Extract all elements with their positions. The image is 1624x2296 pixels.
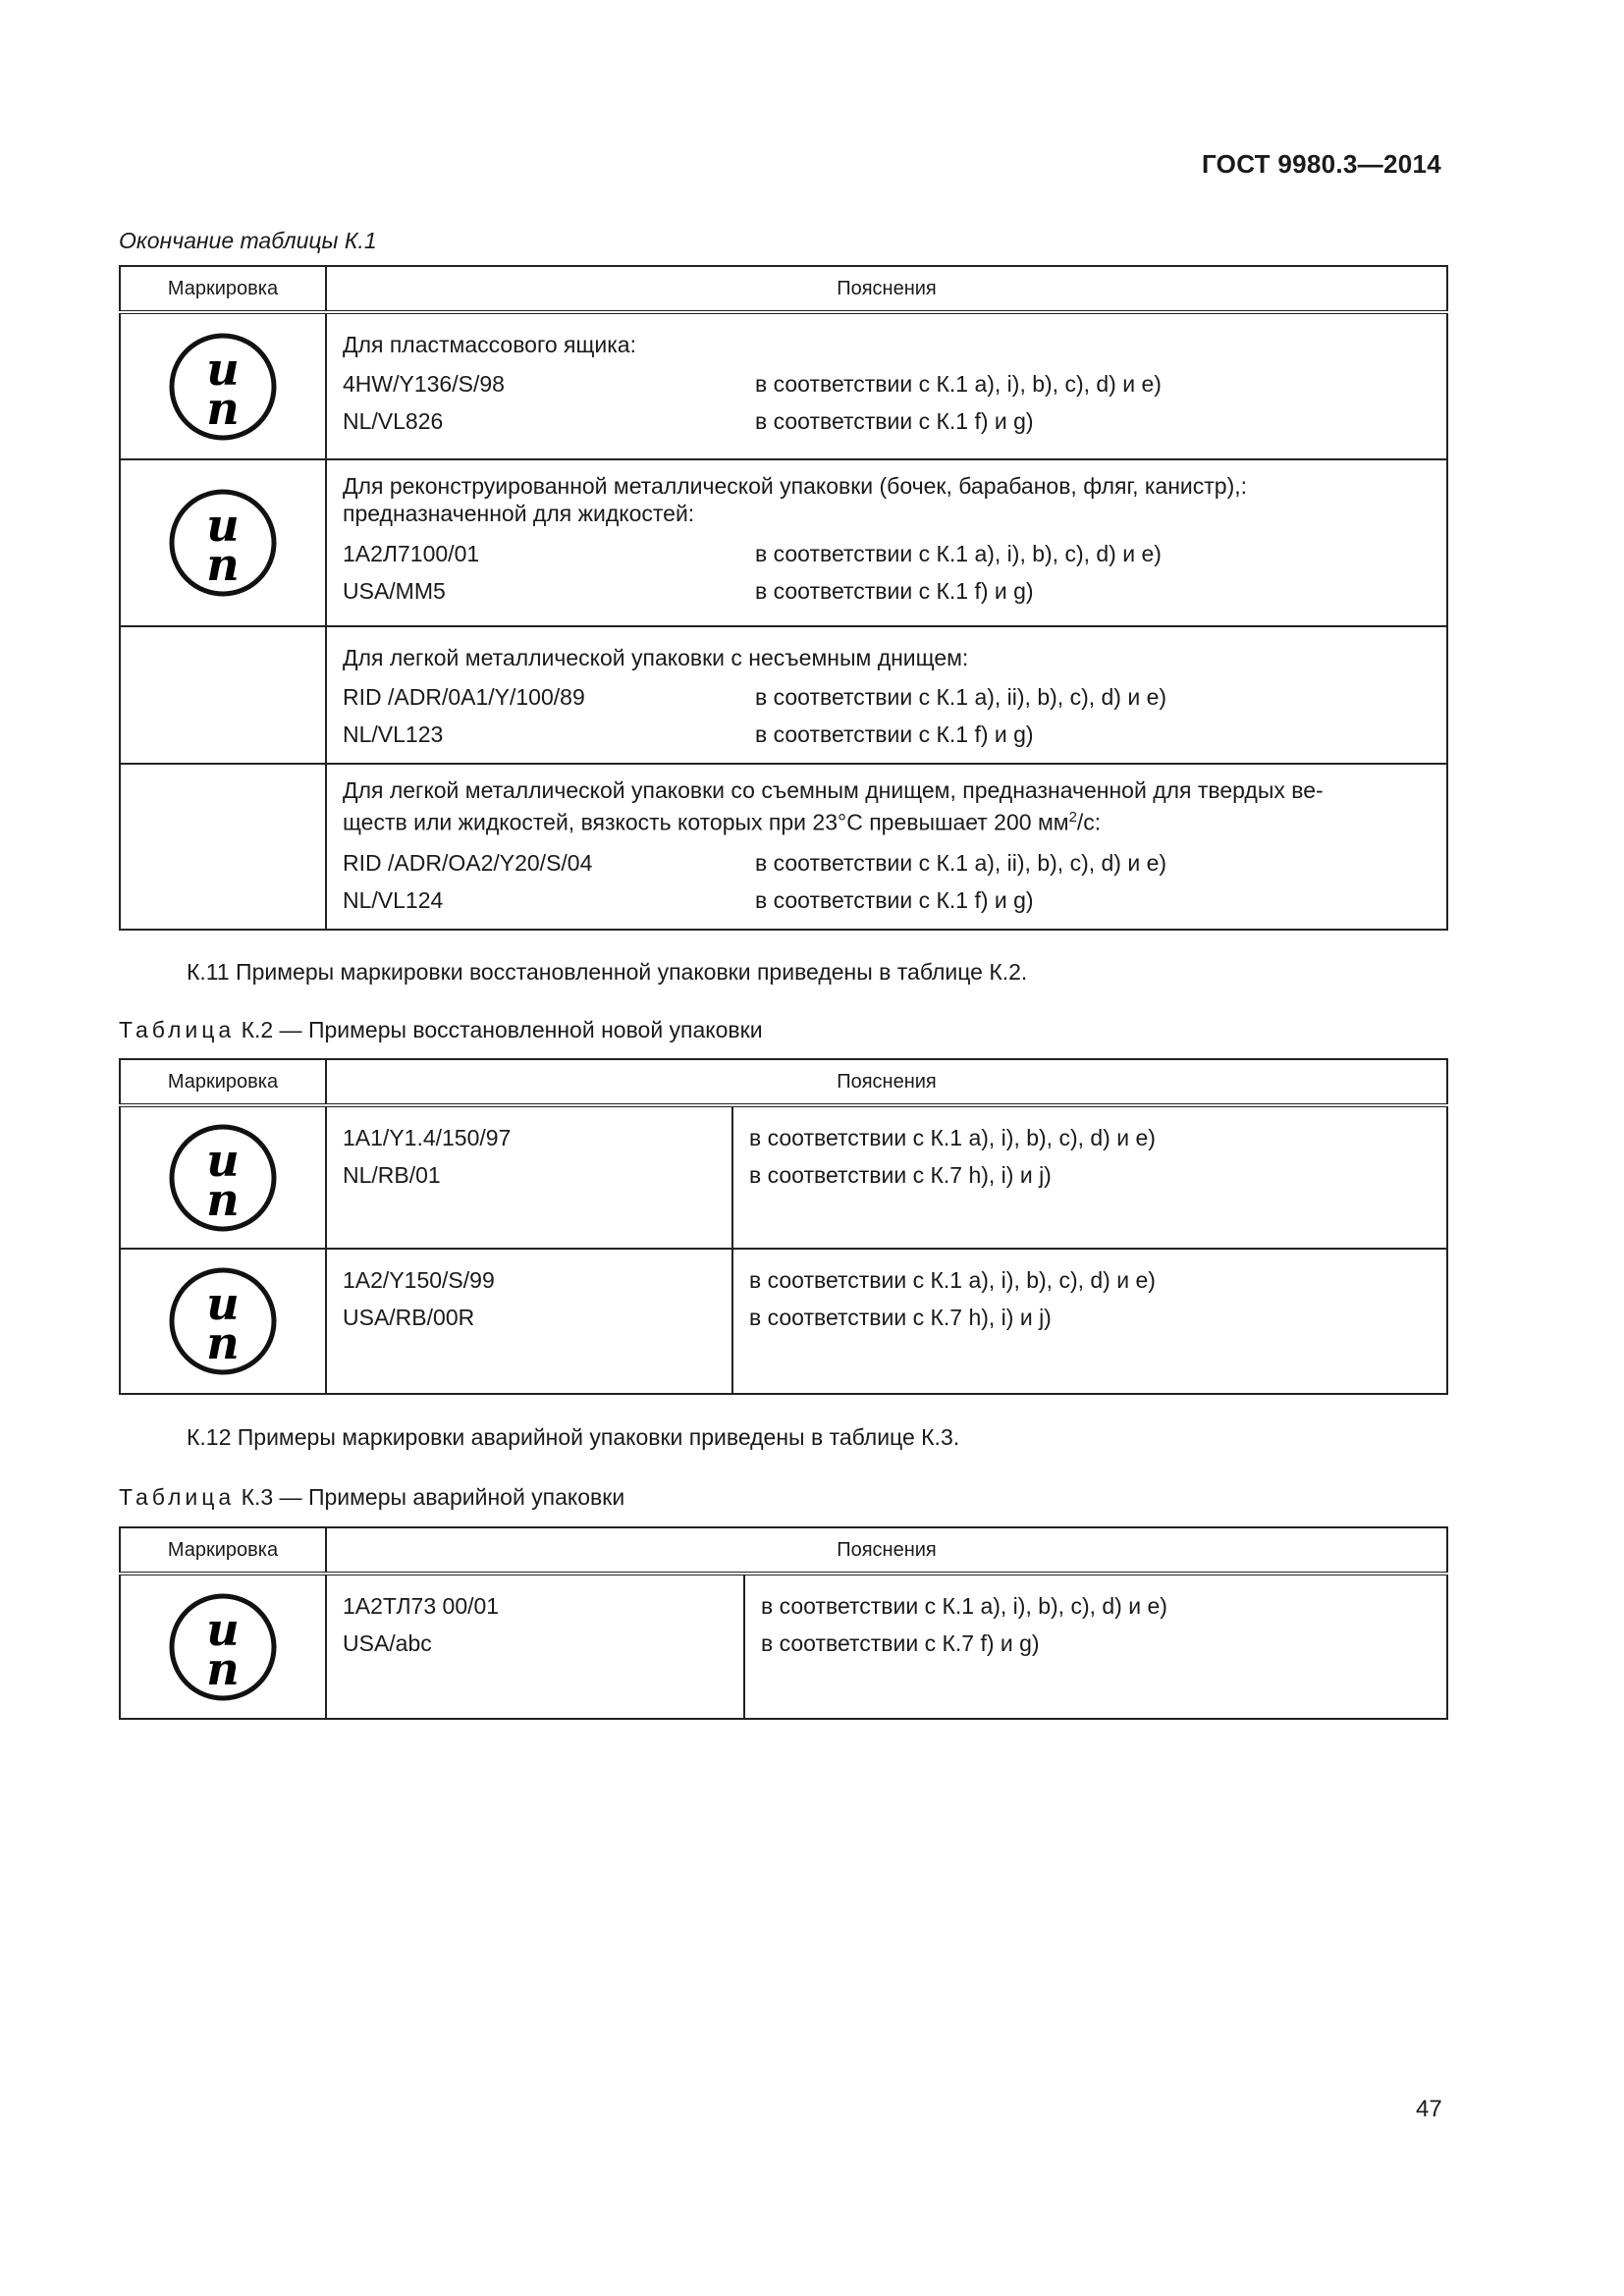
row-heading-line-1: Для реконструированной металлической упаковки (бочек, барабанов, фляг, канистр),: [343,473,1248,499]
code-line [343,678,1433,716]
un-symbol-icon [168,332,278,442]
table-row [120,764,1447,930]
reference: в соответствии с К.7 h), i) и j) [749,1305,1052,1330]
table-row [120,459,1447,626]
code-line [343,881,1433,919]
svg-text:u: u [206,342,240,396]
column-header-notes: Пояснения [326,1059,1447,1105]
svg-text:n: n [206,381,240,435]
marking-code: 1А2Л7100/01 [343,541,480,566]
marking-code: RID /ADR/OA2/Y20/S/04 [343,849,593,876]
reference: в соответствии с К.1 f) и g) [755,721,1034,747]
reference: в соответствии с К.1 а), ii), b), с), d) и е) [755,849,1167,876]
svg-text:n: n [206,1316,240,1369]
code-line [343,402,1433,440]
marking-code: 1А1/Y1.4/150/97 [343,1125,512,1150]
table-row [120,1105,1447,1249]
table-header-row [120,266,1447,312]
table-row [120,1249,1447,1394]
reference: в соответствии с К.1 а), i), b), с), d) и е) [749,1267,1156,1293]
marking-code: NL/VL826 [343,408,444,434]
code-line [343,572,1433,610]
code-cell [326,1105,732,1249]
code-cell [326,1249,732,1394]
un-symbol-icon [168,488,278,598]
table-k1-end [119,265,1448,931]
marking-code: RID /ADR/0A1/Y/100/89 [343,684,585,710]
marking-code: USA/MM5 [343,578,446,604]
svg-text:n: n [206,1641,240,1695]
reference: в соответствии с К.1 а), i), b), с), d) и е) [761,1593,1167,1619]
marking-code: 1А2ТЛ73 00/01 [343,1593,500,1619]
column-header-marking: Маркировка [120,1059,326,1105]
reference: в соответствии с К.1 а), ii), b), с), d) и е) [755,684,1167,710]
un-symbol-icon [168,1123,278,1233]
svg-text:u: u [206,1602,240,1656]
reference: в соответствии с К.1 f) и g) [755,886,1034,913]
marking-cell [120,626,326,764]
reference: в соответствии с К.1 а), i), b), с), d) и е) [755,541,1162,566]
table-row [120,312,1447,459]
table-header-row [120,1527,1447,1574]
table-k2 [119,1058,1448,1395]
notes-cell [326,459,1447,626]
svg-text:u: u [206,499,240,552]
notes-cell [326,764,1447,930]
code-cell [326,1574,744,1719]
reference: в соответствии с К.1 f) и g) [755,578,1034,604]
marking-cell [120,764,326,930]
reference-cell [732,1249,1447,1394]
marking-code: USA/RB/00R [343,1305,475,1330]
marking-code: 1А2/Y150/S/99 [343,1267,495,1293]
notes-cell [326,626,1447,764]
code-line [343,716,1433,753]
reference-cell [732,1105,1447,1249]
paragraph-k12: К.12 Примеры маркировки аварийной упаковки приведены в таблице К.3. [187,1424,960,1450]
row-heading: Для легкой металлической упаковки с несъемным днищем: [343,645,969,670]
un-symbol-icon [168,1266,278,1376]
code-line [343,365,1433,402]
paragraph-k11: К.11 Примеры маркировки восстановленной упаковки приведены в таблице К.2. [187,959,1028,985]
table-header-row [120,1059,1447,1105]
reference: в соответствии с К.1 а), i), b), с), d) и е) [749,1125,1156,1150]
svg-text:u: u [206,1277,240,1330]
row-heading [343,472,1433,527]
column-header-marking: Маркировка [120,1527,326,1574]
row-heading [343,776,1433,836]
code-line [343,535,1433,572]
reference: в соответствии с К.7 f) и g) [761,1630,1040,1656]
reference: в соответствии с К.1 а), i), b), с), d) и е) [755,371,1162,397]
table-k2-caption: Таблица К.2 — Примеры восстановленной новой упаковки [119,1017,763,1042]
column-header-notes: Пояснения [326,1527,1447,1574]
table-k1-caption: Окончание таблицы К.1 [119,228,377,253]
reference: в соответствии с К.1 f) и g) [755,408,1034,434]
table-k3-caption: Таблица К.3 — Примеры аварийной упаковки [119,1484,625,1510]
reference-cell [744,1574,1447,1719]
row-heading-line-1: Для легкой металлической упаковки со съемным днищем, предназначенной для твердых ве- [343,777,1324,803]
svg-text:n: n [206,538,240,591]
marking-code: NL/VL124 [343,886,444,913]
svg-text:u: u [206,1133,240,1187]
column-header-notes: Пояснения [326,266,1447,312]
table-row [120,626,1447,764]
reference: в соответствии с К.7 h), i) и j) [749,1162,1052,1188]
table-row [120,1574,1447,1719]
table-k3 [119,1526,1448,1720]
svg-text:n: n [206,1172,240,1226]
marking-cell [120,1105,326,1249]
marking-code: NL/VL123 [343,721,444,747]
marking-cell [120,1249,326,1394]
marking-code: NL/RB/01 [343,1162,441,1188]
page-number: 47 [1416,2096,1442,2122]
notes-cell [326,312,1447,459]
document-code: ГОСТ 9980.3—2014 [1201,149,1441,179]
row-heading-line-2: ществ или жидкостей, вязкость которых при 23°С превышает 200 $мм^2/с$: [343,809,1102,835]
marking-code: 4HW/Y136/S/98 [343,371,505,397]
row-heading-line-2: предназначенной для жидкостей: [343,501,695,526]
code-line [343,844,1433,881]
column-header-marking: Маркировка [120,266,326,312]
marking-cell [120,312,326,459]
marking-code: USA/abc [343,1630,432,1656]
marking-cell [120,1574,326,1719]
marking-cell [120,459,326,626]
un-symbol-icon [168,1592,278,1702]
row-heading: Для пластмассового ящика: [343,332,636,357]
